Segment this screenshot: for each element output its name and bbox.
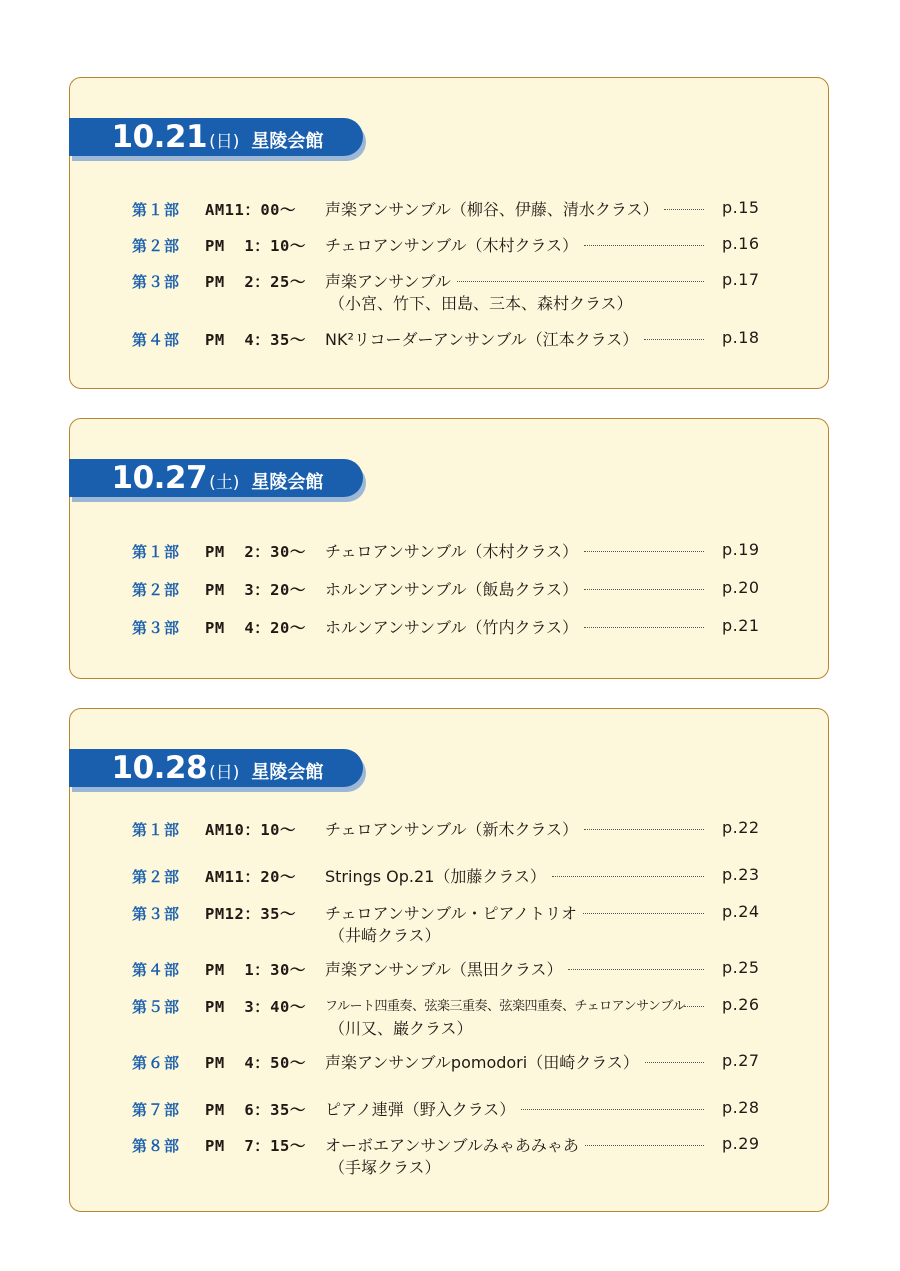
part-label: 第７部 [132,1101,181,1119]
page-number[interactable]: p.29 [722,1134,760,1153]
start-time: PM 4：20～ [205,619,306,637]
part-label: 第５部 [132,998,181,1016]
schedule-row [70,1135,830,1175]
program-title: 声楽アンサンブル（柳谷、伊藤、清水クラス） [325,200,659,219]
program-title: チェロアンサンブル・ピアノトリオ [325,904,578,923]
page-number[interactable]: p.26 [722,995,760,1014]
schedule-row [70,959,830,999]
leader-dots [457,281,704,282]
program-title: チェロアンサンブル（木村クラス） [325,236,578,255]
page-number[interactable]: p.17 [722,270,760,289]
program-title: NK²リコーダーアンサンブル（江本クラス） [325,330,639,349]
leader-dots [645,1062,704,1063]
leader-dots [644,339,704,340]
page-number[interactable]: p.23 [722,865,760,884]
part-label: 第２部 [132,237,181,255]
schedule-row [70,579,830,619]
program-title: チェロアンサンブル（新木クラス） [325,820,578,839]
banner-venue: 星陵会館 [251,131,324,152]
page-number[interactable]: p.20 [722,578,760,597]
leader-dots [585,1145,704,1146]
page-number[interactable]: p.18 [722,328,760,347]
part-label: 第２部 [132,868,181,886]
leader-dots [584,551,704,552]
start-time: PM 1：10～ [205,237,306,255]
start-time: AM11：00～ [205,201,296,219]
part-label: 第３部 [132,273,181,291]
part-label: 第４部 [132,961,181,979]
banner-venue: 星陵会館 [251,472,324,493]
schedule-row [70,866,830,906]
page-number[interactable]: p.21 [722,616,760,635]
leader-dots [584,589,704,590]
start-time: PM 1：30～ [205,961,306,979]
date-banner [69,459,363,497]
schedule-row [70,235,830,275]
leader-dots [584,627,704,628]
banner-venue: 星陵会館 [251,762,324,783]
page-number[interactable]: p.28 [722,1098,760,1117]
schedule-row [70,1099,830,1139]
start-time: PM 3：40～ [205,998,306,1016]
start-time: AM11：20～ [205,868,296,886]
leader-dots [584,245,704,246]
schedule-row [70,271,830,311]
start-time: PM 7：15～ [205,1137,306,1155]
start-time: PM12：35～ [205,905,296,923]
schedule-row [70,819,830,859]
part-label: 第４部 [132,331,181,349]
page-number[interactable]: p.16 [722,234,760,253]
leader-dots [552,876,704,877]
schedule-panel-1021 [69,77,829,389]
banner-day: (日) [209,763,240,783]
banner-date: 10.27 [111,460,208,496]
program-title: 声楽アンサンブル [325,272,451,291]
banner-day: (日) [209,132,240,152]
start-time: AM10：10～ [205,821,296,839]
start-time: PM 6：35～ [205,1101,306,1119]
banner-date: 10.21 [111,119,208,155]
leader-dots [664,209,704,210]
program-title: ピアノ連弾（野入クラス） [325,1100,516,1119]
banner-day: (土) [209,473,240,493]
program-title: 声楽アンサンブルpomodori（田崎クラス） [325,1053,639,1072]
leader-dots [521,1109,704,1110]
leader-dots [584,829,704,830]
schedule-panel-1028 [69,708,829,1212]
program-subtitle: （井崎クラス） [329,926,441,945]
program-title: フルート四重奏、弦楽三重奏、弦楽四重奏、チェロアンサンブル [325,999,685,1014]
page-number[interactable]: p.15 [722,198,760,217]
schedule-row [70,996,830,1036]
start-time: PM 4：50～ [205,1054,306,1072]
page-number[interactable]: p.24 [722,902,760,921]
program-subtitle: （小宮、竹下、田島、三本、森村クラス） [329,294,633,313]
schedule-row [70,329,830,369]
program-subtitle: （手塚クラス） [329,1158,441,1177]
schedule-row [70,903,830,943]
part-label: 第３部 [132,619,181,637]
schedule-row [70,617,830,657]
date-banner [69,749,363,787]
schedule-row [70,1052,830,1092]
leader-dots [568,969,704,970]
banner-date: 10.28 [111,750,208,786]
schedule-row [70,541,830,581]
leader-dots [684,1006,704,1007]
page-number[interactable]: p.25 [722,958,760,977]
page-number[interactable]: p.22 [722,818,760,837]
part-label: 第３部 [132,905,181,923]
program-title: ホルンアンサンブル（飯島クラス） [325,580,579,599]
schedule-row [70,199,830,239]
program-title: Strings Op.21（加藤クラス） [325,867,546,886]
start-time: PM 4：35～ [205,331,306,349]
part-label: 第１部 [132,821,181,839]
page-number[interactable]: p.19 [722,540,760,559]
program-subtitle: （川又、巌クラス） [329,1019,473,1038]
start-time: PM 2：30～ [205,543,306,561]
part-label: 第２部 [132,581,181,599]
program-title: ホルンアンサンブル（竹内クラス） [325,618,579,637]
start-time: PM 3：20～ [205,581,306,599]
date-banner [69,118,363,156]
program-title: チェロアンサンブル（木村クラス） [325,542,578,561]
part-label: 第６部 [132,1054,181,1072]
program-title: 声楽アンサンブル（黒田クラス） [325,960,563,979]
start-time: PM 2：25～ [205,273,306,291]
part-label: 第１部 [132,543,181,561]
schedule-panel-1027 [69,418,829,679]
part-label: 第１部 [132,201,181,219]
program-title: オーボエアンサンブルみゃあみゃあ [325,1136,579,1155]
leader-dots [583,913,704,914]
part-label: 第８部 [132,1137,181,1155]
page-number[interactable]: p.27 [722,1051,760,1070]
